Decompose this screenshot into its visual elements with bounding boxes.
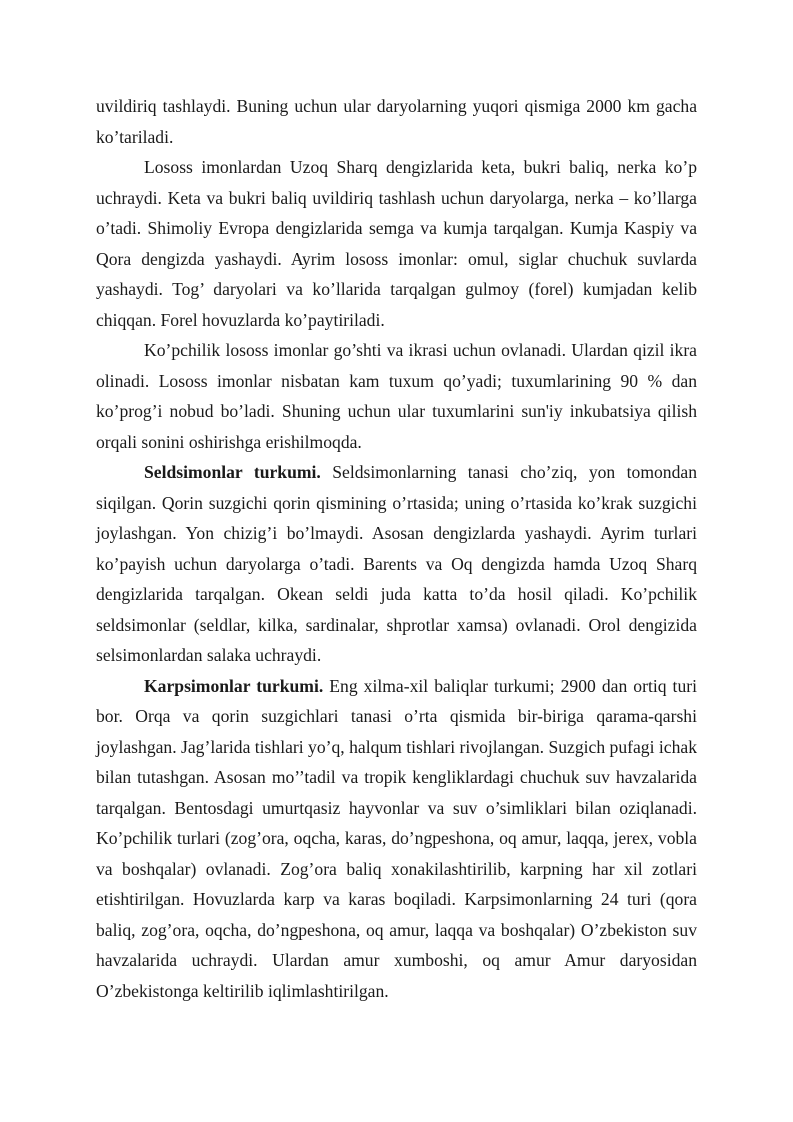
paragraph-herring-order (96, 457, 697, 671)
section-heading-carp: Karpsimonlar turkumi. (144, 675, 324, 696)
paragraph-text: Eng xilma-xil baliqlar turkumi; 2900 dan ortiq turi bor. Orqa va qorin suzgichlari tanasi o’rta qismida bir-biriga qarama-qarshi joylashgan. Jag’larida tishlari yo’q, halqum tishlari rivojlangan. Suzgich pufagi ichak bilan tutashgan. Asosan mo’’tadil va tropik kengliklardagi chuchuk suv havzalarida tarqalgan. Bentosdagi umurtqasiz hayvonlar va suv o’simliklari bilan oziqlanadi. Ko’pchilik turlari (zog’ora, oqcha, karas, do’ngpeshona, oq amur, laqqa, jerex, vobla va boshqalar) ovlanadi. Zog’ora baliq xonakilashtirilib, karpning har xil zotlari etishtirilgan. Hovuzlarda karp va karas boqiladi. Karpsimonlarning 24 turi (qora baliq, zog’ora, oqcha, do’ngpeshona, oq amur, laqqa va boshqalar) O’zbekiston suv havzalarida uchraydi. Ulardan amur xumboshi, oq amur Amur daryosidan O’zbekistonga keltirilib iqlimlashtirilgan. (96, 675, 697, 1001)
paragraph-continuation (96, 91, 697, 152)
paragraph-salmon-fishing (96, 335, 697, 457)
paragraph-carp-order (96, 671, 697, 1007)
section-heading-herring: Seldsimonlar turkumi. (144, 462, 321, 482)
paragraph-text: uvildiriq tashlaydi. Buning uchun ular daryolarning yuqori qismiga 2000 km gacha ko’tariladi. (96, 96, 697, 147)
paragraph-text: Lososs imonlardan Uzoq Sharq dengizlarida keta, bukri baliq, nerka ko’p uchraydi. Keta va bukri baliq uvildiriq tashlash uchun daryolarga, nerka – ko’llarga o’tadi. Shimoliy Evropa dengizlarida semga va kumja tarqalgan. Kumja Kaspiy va Qora dengizda yashaydi. Ayrim lososs imonlar: omul, siglar chuchuk suvlarda yashaydi. Tog’ daryolari va ko’llarida tarqalgan gulmoy (forel) kumjadan kelib chiqqan. Forel hovuzlarda ko’paytiriladi. (96, 157, 697, 330)
paragraph-salmon-distribution (96, 152, 697, 335)
paragraph-text: Seldsimonlarning tanasi cho’ziq, yon tomondan siqilgan. Qorin suzgichi qorin qismining o’rtasida; uning o’rtasida ko’krak suzgichi joylashgan. Yon chizig’i bo’lmaydi. Asosan dengizlarda yashaydi. Ayrim turlari ko’payish uchun daryolarga o’tadi. Barents va Oq dengizda hamda Uzoq Sharq dengizlarida tarqalgan. Okean seldi juda katta to’da hosil qiladi. Ko’pchilik seldsimonlar (seldlar, kilka, sardinalar, shprotlar xamsa) ovlanadi. Orol dengizida selsimonlardan salaka uchraydi. (96, 462, 697, 665)
paragraph-text: Ko’pchilik lososs imonlar go’shti va ikrasi uchun ovlanadi. Ulardan qizil ikra olinadi. Lososs imonlar nisbatan kam tuxum qo’yadi; tuxumlarining 90 % dan ko’prog’i nobud bo’ladi. Shuning uchun ular tuxumlarini sun'iy inkubatsiya qilish orqali sonini oshirishga erishilmoqda. (96, 340, 697, 452)
